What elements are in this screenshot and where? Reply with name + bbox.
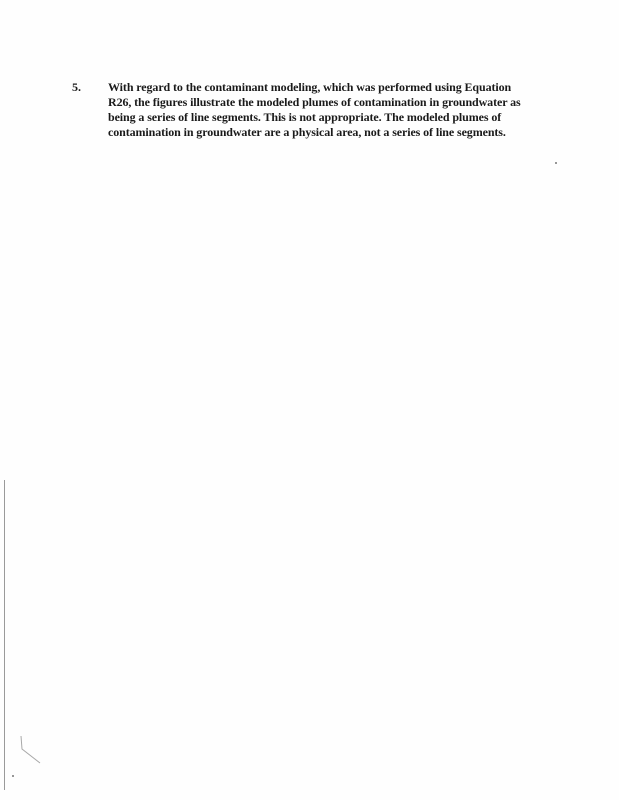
scan-corner-mark <box>20 735 42 765</box>
item-paragraph: With regard to the contaminant modeling, which was performed using Equation R26, the figures illustrate the modeled plumes of contamination in groundwater as being a series of line segments. This is not appropriate. The modeled plumes of contamination in groundwater are a physical area, not a series of line segments. <box>108 80 521 139</box>
scan-edge-line <box>4 480 5 790</box>
item-number: 5. <box>72 80 81 94</box>
scan-speck <box>12 775 14 777</box>
scan-speck <box>555 162 557 164</box>
